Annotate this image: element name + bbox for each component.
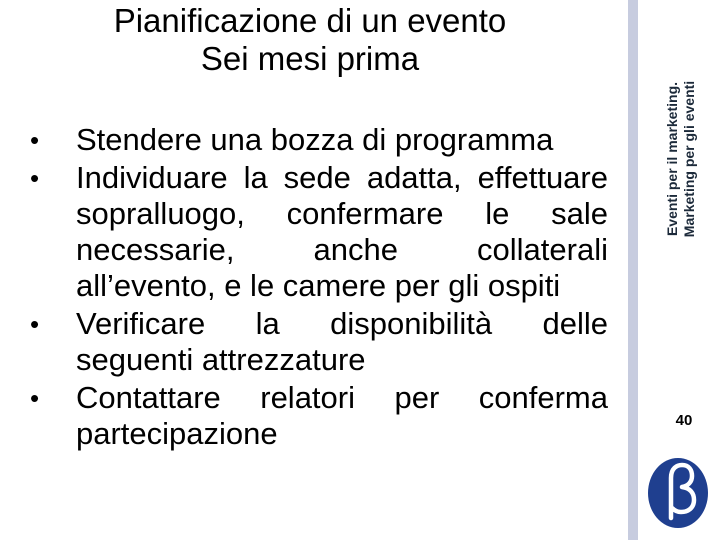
sidebar-caption: [642, 4, 720, 314]
bullet-dot-icon: •: [30, 163, 40, 193]
bullet-dot-icon: •: [30, 383, 40, 413]
bullet-item: [22, 380, 608, 452]
bullet-item: [22, 122, 608, 158]
beta-logo-icon: [646, 456, 710, 530]
sidebar-caption-line-2: Marketing per gli eventi: [681, 80, 697, 238]
slide-title: [40, 2, 580, 78]
bullet-item: [22, 160, 608, 304]
bullet-item: [22, 306, 608, 378]
bullet-list: [22, 122, 608, 454]
sidebar-caption-line-1: Eventi per il marketing.: [664, 81, 680, 237]
sidebar-divider: [628, 0, 638, 540]
bullet-text: Stendere una bozza di programma: [76, 122, 554, 157]
bullet-dot-icon: •: [30, 309, 40, 339]
bullet-text: Verificare la disponibilità delle seguenti attrezzature: [76, 306, 608, 377]
slide-title-line-1: Pianificazione di un evento: [113, 2, 507, 39]
logo-ellipse: [648, 458, 708, 528]
bullet-text: Contattare relatori per conferma partecipazione: [76, 380, 608, 451]
slide-title-line-2: Sei mesi prima: [200, 40, 420, 77]
bullet-dot-icon: •: [30, 125, 40, 155]
bullet-text: Individuare la sede adatta, effettuare sopralluogo, confermare le sale necessarie, anche collaterali all’evento, e le camere per gli ospiti: [76, 160, 608, 303]
page-number: 40: [675, 412, 693, 429]
